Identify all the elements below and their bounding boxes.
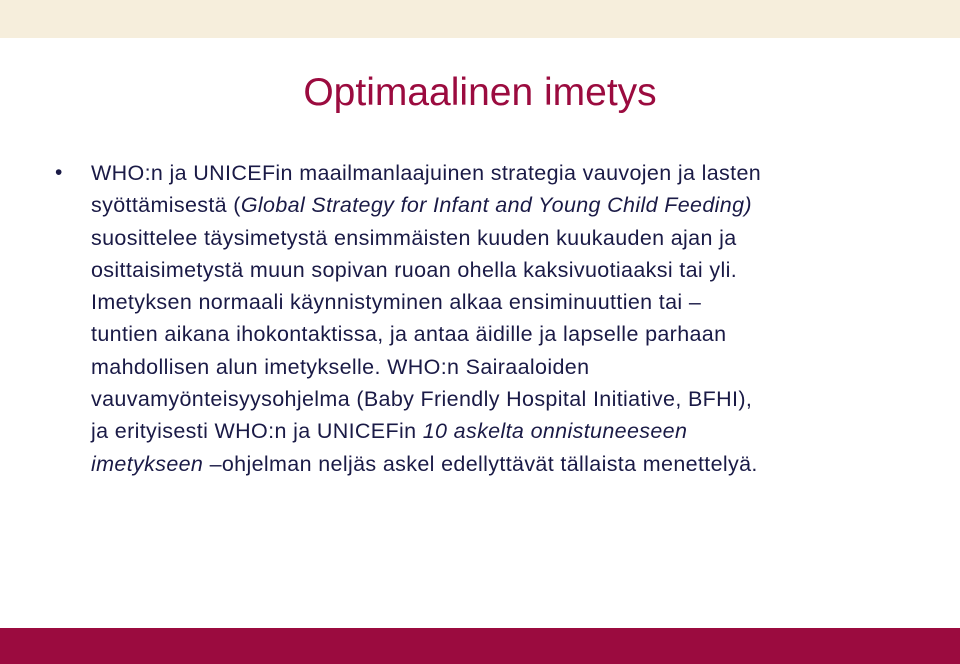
italic-title-segment: Global Strategy for Infant and Young Child Feeding) bbox=[240, 193, 752, 218]
top-decorative-band bbox=[0, 0, 960, 38]
text-line bbox=[91, 448, 905, 480]
text-line bbox=[91, 415, 905, 447]
bullet-dot-icon: • bbox=[55, 161, 63, 184]
text-line: tuntien aikana ihokontaktissa, ja antaa äidille ja lapselle parhaan bbox=[91, 322, 727, 347]
text-segment: syöttämisestä ( bbox=[91, 193, 241, 218]
italic-title-segment: 10 askelta onnistuneeseen bbox=[422, 419, 688, 444]
bullet-item bbox=[55, 157, 905, 480]
slide-title: Optimaalinen imetys bbox=[303, 71, 657, 114]
text-segment: ja erityisesti WHO:n ja UNICEFin bbox=[91, 419, 423, 444]
text-line: vauvamyönteisyysohjelma (Baby Friendly Hospital Initiative, BFHI), bbox=[91, 387, 753, 412]
bottom-decorative-band bbox=[0, 628, 960, 664]
text-line: suosittelee täysimetystä ensimmäisten kuuden kuukauden ajan ja bbox=[91, 225, 737, 250]
text-segment: –ohjelman neljäs askel edellyttävät tällaista menettelyä. bbox=[209, 451, 758, 476]
text-line: WHO:n ja UNICEFin maailmanlaajuinen strategia vauvojen ja lasten bbox=[91, 161, 762, 185]
italic-title-segment: imetykseen bbox=[91, 451, 210, 476]
text-line bbox=[91, 189, 905, 221]
bullet-list bbox=[55, 157, 905, 480]
text-line: osittaisimetystä muun sopivan ruoan ohella kaksivuotiaaksi tai yli. bbox=[91, 257, 738, 282]
text-line: mahdollisen alun imetykselle. WHO:n Sairaaloiden bbox=[91, 354, 590, 379]
text-line: Imetyksen normaali käynnistyminen alkaa ensiminuuttien tai – bbox=[91, 290, 702, 315]
